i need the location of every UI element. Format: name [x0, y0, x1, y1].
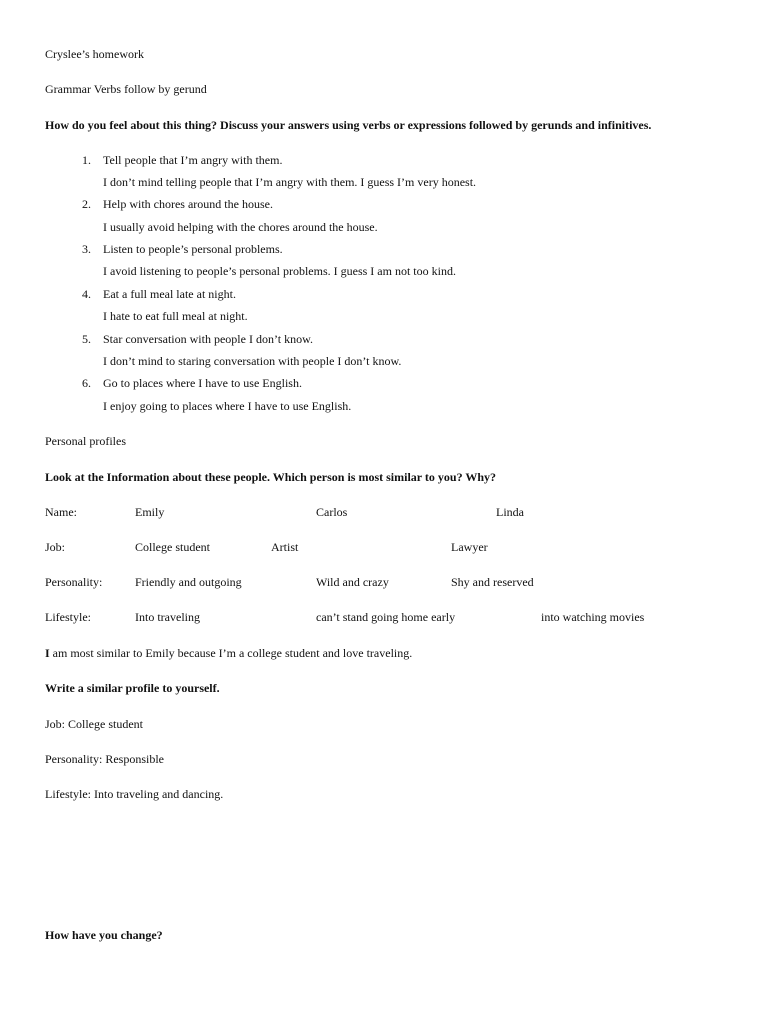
- row-label: Lifestyle:: [45, 610, 91, 624]
- question-heading: Look at the Information about these people. Which person is most similar to you? Why?: [45, 470, 497, 484]
- list-item-answer: I hate to eat full meal at night.: [103, 309, 248, 323]
- list-item-prompt: Eat a full meal late at night.: [103, 287, 236, 301]
- list-item-answer: I avoid listening to people’s personal problems. I guess I am not too kind.: [103, 264, 456, 278]
- profile-cell: Carlos: [316, 505, 348, 519]
- answer-rest: am most similar to Emily because I’m a college student and love traveling.: [49, 646, 413, 660]
- list-item-number: 3.: [82, 242, 91, 256]
- profile-cell: Artist: [271, 540, 299, 554]
- question-heading: Write a similar profile to yourself.: [45, 681, 220, 695]
- profile-cell: College student: [135, 540, 210, 554]
- question-heading: How do you feel about this thing? Discuss your answers using verbs or expressions followed by gerunds and infinitives.: [45, 118, 652, 132]
- row-label: Name:: [45, 505, 77, 519]
- profile-cell: Friendly and outgoing: [135, 575, 242, 589]
- document-title: Cryslee’s homework: [45, 47, 144, 61]
- list-item-answer: I usually avoid helping with the chores around the house.: [103, 220, 378, 234]
- list-item-prompt: Go to places where I have to use English.: [103, 376, 302, 390]
- document-subtitle: Grammar Verbs follow by gerund: [45, 82, 207, 96]
- list-item-prompt: Tell people that I’m angry with them.: [103, 153, 283, 167]
- section-title: Personal profiles: [45, 434, 126, 448]
- own-profile-job: Job: College student: [45, 717, 143, 731]
- profile-cell: can’t stand going home early: [316, 610, 456, 624]
- row-label: Personality:: [45, 575, 103, 589]
- list-item-prompt: Star conversation with people I don’t know.: [103, 332, 313, 346]
- profile-cell: Emily: [135, 505, 165, 519]
- own-profile-lifestyle: Lifestyle: Into traveling and dancing.: [45, 787, 224, 801]
- list-item-prompt: Help with chores around the house.: [103, 197, 273, 211]
- row-label: Job:: [45, 540, 66, 554]
- list-item-number: 2.: [82, 197, 91, 211]
- answer-lead: I: [45, 646, 50, 660]
- list-item-answer: I don’t mind to staring conversation with people I don’t know.: [103, 354, 402, 368]
- list-item-answer: I don’t mind telling people that I’m angry with them. I guess I’m very honest.: [103, 175, 477, 189]
- profile-cell: Wild and crazy: [316, 575, 389, 589]
- profile-cell: Lawyer: [451, 540, 488, 554]
- answer-text: [45, 646, 412, 660]
- profile-cell: Linda: [496, 505, 524, 519]
- list-item-number: 1.: [82, 153, 91, 167]
- list-item-number: 4.: [82, 287, 91, 301]
- question-heading: How have you change?: [45, 928, 163, 942]
- own-profile-personality: Personality: Responsible: [45, 752, 164, 766]
- list-item-answer: I enjoy going to places where I have to use English.: [103, 399, 352, 413]
- list-item-number: 6.: [82, 376, 91, 390]
- list-item-number: 5.: [82, 332, 91, 346]
- profile-cell: Shy and reserved: [451, 575, 534, 589]
- list-item-prompt: Listen to people’s personal problems.: [103, 242, 283, 256]
- profile-cell: into watching movies: [541, 610, 645, 624]
- profile-cell: Into traveling: [135, 610, 200, 624]
